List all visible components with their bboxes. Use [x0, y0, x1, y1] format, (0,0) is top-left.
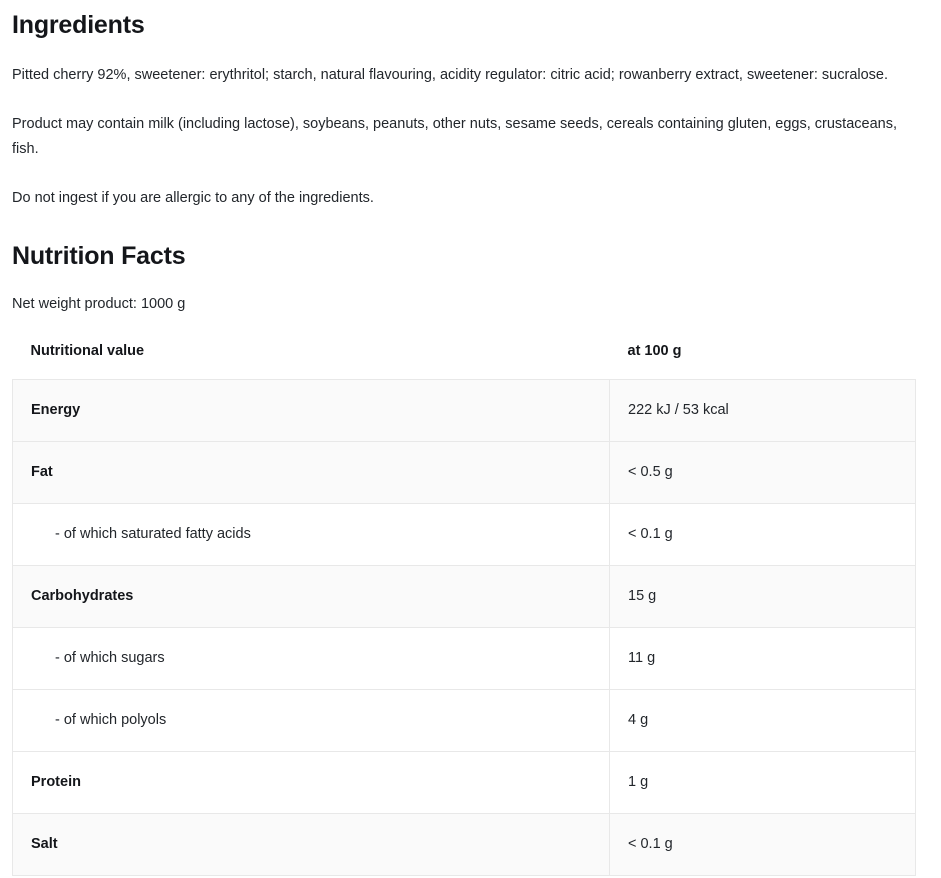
row-value: 11 g — [610, 627, 916, 689]
table-row — [13, 565, 916, 627]
row-label: Carbohydrates — [31, 588, 134, 605]
nutrition-facts-heading: Nutrition Facts — [12, 241, 186, 270]
allergen-warning-text: Product may contain milk (including lactose), soybeans, peanuts, other nuts, sesame seeds, cereals containing gluten, eggs, crustaceans, fish. — [12, 115, 897, 157]
ingredients-heading: Ingredients — [12, 11, 145, 39]
row-value: 15 g — [610, 565, 916, 627]
table-body — [13, 379, 916, 875]
column-header-nutritional-value: Nutritional value — [30, 342, 145, 359]
column-header-at-100g: at 100 g — [627, 342, 682, 359]
row-value: 4 g — [610, 689, 916, 751]
row-label: - of which polyols — [55, 712, 167, 729]
table-row — [13, 441, 916, 503]
row-value: 1 g — [610, 751, 916, 813]
ingredients-list-text: Pitted cherry 92%, sweetener: erythritol; starch, natural flavouring, acidity regulator: citric acid; rowanberry extract, sweetener: sucralose. — [12, 67, 889, 83]
table-header-row — [13, 337, 916, 380]
table-row — [13, 813, 916, 875]
nutrition-facts-table — [12, 337, 916, 876]
allergy-disclaimer-text: Do not ingest if you are allergic to any of the ingredients. — [12, 189, 374, 206]
row-label: Protein — [31, 774, 81, 791]
table-row — [13, 627, 916, 689]
row-value: < 0.1 g — [610, 813, 916, 875]
row-label: Salt — [31, 836, 58, 853]
row-label: - of which saturated fatty acids — [55, 526, 251, 543]
table-row — [13, 689, 916, 751]
row-value: < 0.5 g — [610, 441, 916, 503]
row-label: - of which sugars — [55, 650, 165, 667]
table-header — [13, 337, 916, 380]
row-value: < 0.1 g — [610, 503, 916, 565]
table-row — [13, 751, 916, 813]
table-row — [13, 379, 916, 441]
row-label: Fat — [31, 464, 53, 481]
net-weight-text: Net weight product: 1000 g — [12, 295, 186, 312]
row-label: Energy — [31, 402, 81, 419]
table-row — [13, 503, 916, 565]
row-value: 222 kJ / 53 kcal — [610, 379, 916, 441]
